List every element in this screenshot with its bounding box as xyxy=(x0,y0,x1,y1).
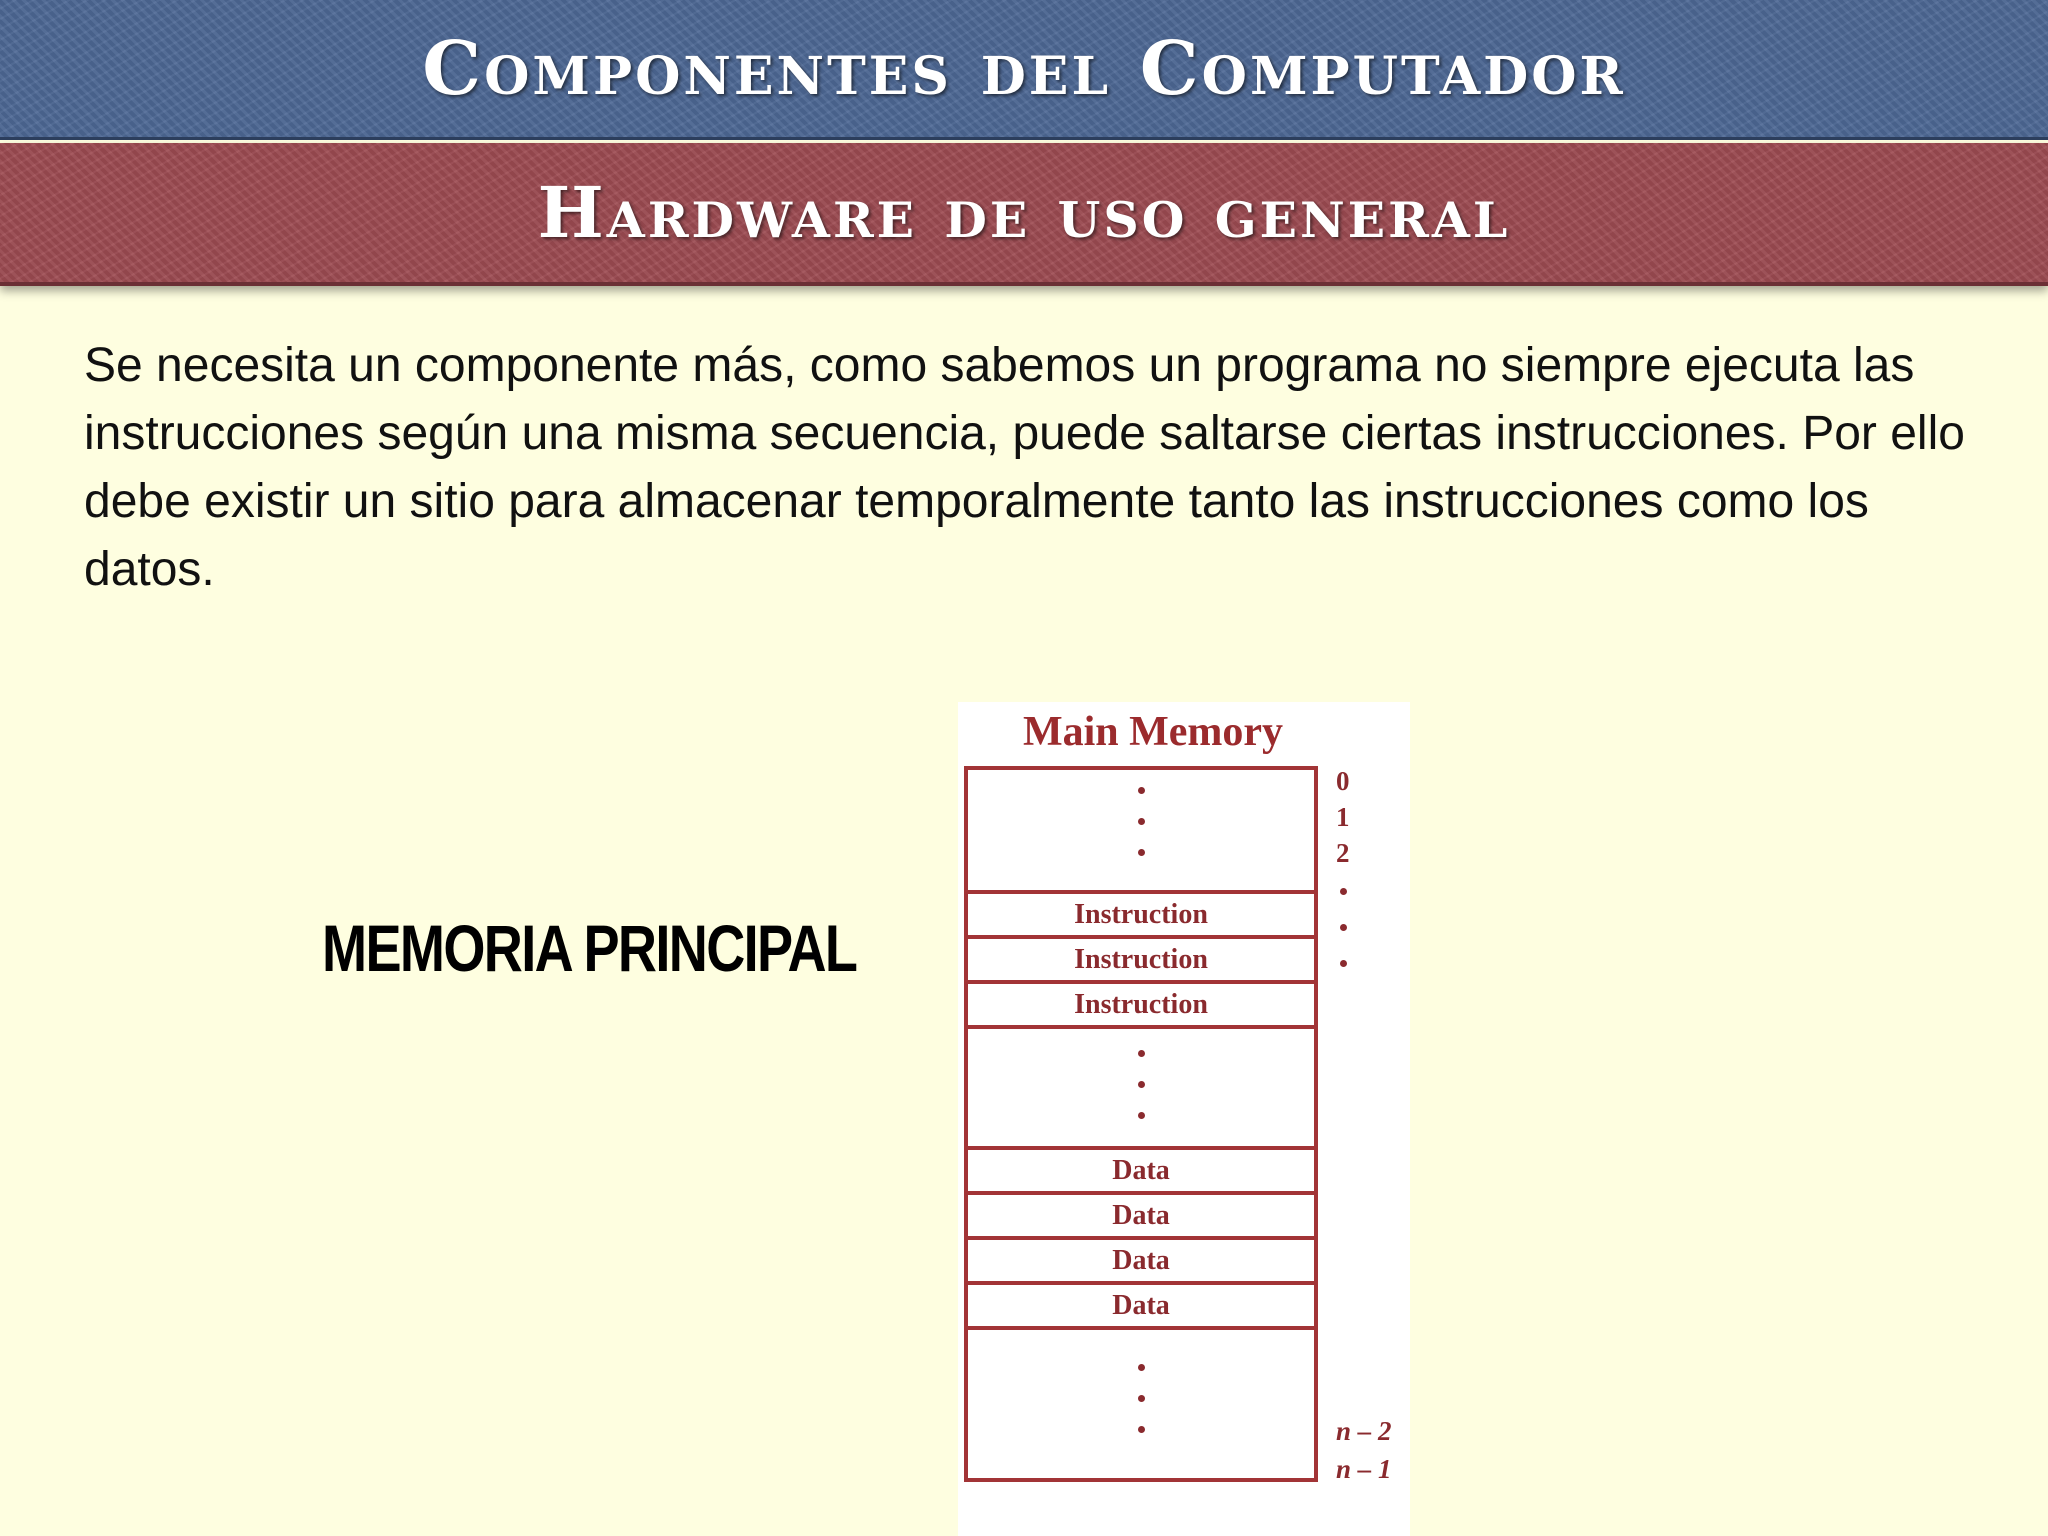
address-label: n – 2 xyxy=(1336,1416,1392,1446)
memory-cell-data: Data xyxy=(968,1150,1314,1195)
address-label: 0 xyxy=(1336,766,1350,796)
vertical-ellipsis-icon xyxy=(1138,1364,1145,1433)
body-paragraph: Se necesita un componente más, como sabemos un programa no siempre ejecuta las instrucciones según una misma secuencia, puede saltarse ciertas instrucciones. Por ello debe existir un sitio para almacenar temporalmente tanto las instrucciones como los datos. xyxy=(84,339,1965,596)
memory-cell-instruction: Instruction xyxy=(968,894,1314,939)
subtitle-banner xyxy=(0,143,2048,286)
main-memory-figure xyxy=(958,702,1410,1536)
memoria-principal-label: MEMORIA PRINCIPAL xyxy=(322,911,857,985)
memory-cell-ellipsis-top xyxy=(968,770,1314,894)
memory-cell-data: Data xyxy=(968,1285,1314,1330)
memory-cell-ellipsis-middle xyxy=(968,1029,1314,1150)
vertical-ellipsis-icon xyxy=(1138,1050,1145,1119)
vertical-ellipsis-icon xyxy=(1138,787,1145,856)
address-ellipsis-icon xyxy=(1340,960,1347,967)
memory-cell-data: Data xyxy=(968,1195,1314,1240)
page-subtitle: Hardware de uso general xyxy=(537,171,1511,254)
page-title: Componentes del Computador xyxy=(422,25,1626,112)
memory-cell-instruction: Instruction xyxy=(968,984,1314,1029)
address-label: 1 xyxy=(1336,802,1350,832)
address-label: 2 xyxy=(1336,838,1350,868)
address-ellipsis-icon xyxy=(1340,924,1347,931)
title-banner xyxy=(0,0,2048,140)
memory-cell-ellipsis-bottom xyxy=(968,1330,1314,1478)
main-memory-title: Main Memory xyxy=(1022,709,1284,755)
address-label: n – 1 xyxy=(1336,1454,1392,1484)
memory-cell-instruction: Instruction xyxy=(968,939,1314,984)
address-ellipsis-icon xyxy=(1340,888,1347,895)
memory-cell-data: Data xyxy=(968,1240,1314,1285)
memory-block xyxy=(964,766,1318,1482)
